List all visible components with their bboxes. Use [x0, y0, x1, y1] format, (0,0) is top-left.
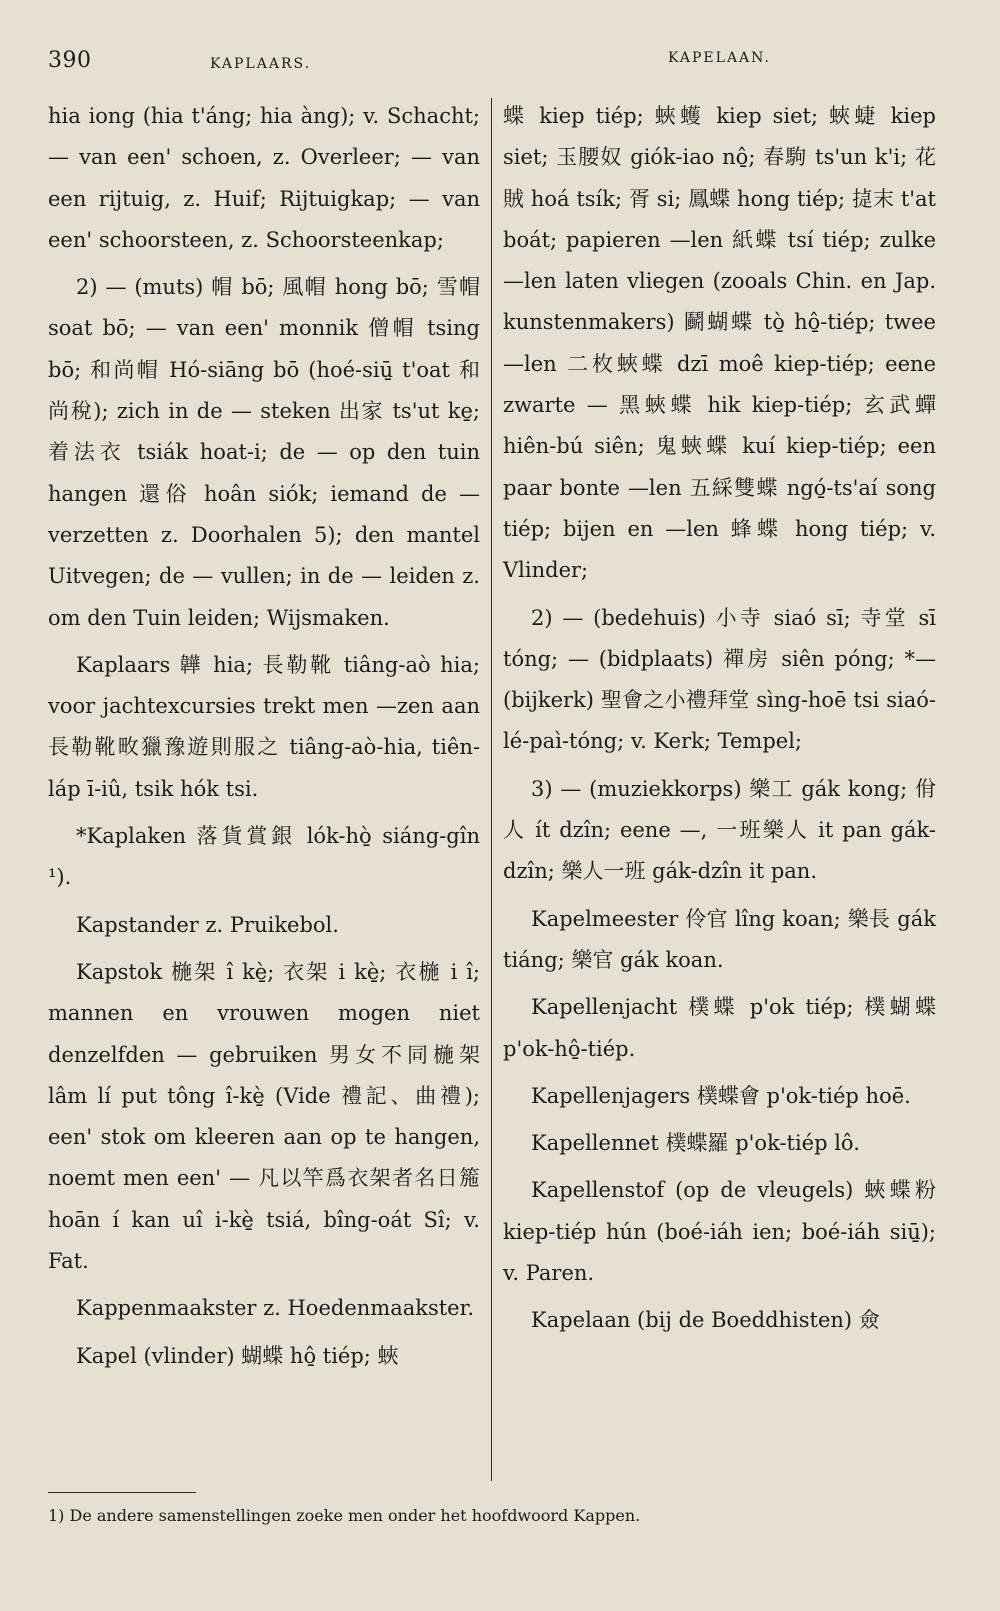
footnote-rule: [48, 1492, 196, 1493]
running-head-right: KAPELAAN.: [668, 50, 771, 66]
dictionary-entry: 3) — (muziekkorps) 樂工 gák kong; 佾人 ít dzîn; eene —, 一班樂人 it pan gák-dzîn; 樂人一班 gák-dzîn it pan.: [503, 776, 936, 884]
dictionary-entry: hia iong (hia t'áng; hia àng); v. Schacht; — van een' schoen, z. Overleer; — van een rijtuig, z. Huif; Rijtuigkap; — van een' schoorsteen, z. Schoorsteenkap;: [48, 104, 480, 252]
dictionary-entry: Kapelaan (bij de Boeddhisten) 僉: [531, 1308, 880, 1333]
dictionary-entry: Kapstok 椸架 î kè̱; 衣架 i kè̱; 衣椸 i î; mannen en vrouwen mogen niet denzelfden — gebruiken 男女不同椸架 lâm lí put tông î-kè̱ (Vide 禮記、曲禮); een' stok om kleeren aan op te hangen, noemt men een' — 凡以竿爲衣架者名日箷 hoān í kan uî i-kè̱ tsiá, bîng-oát Sî; v. Fat.: [48, 959, 480, 1274]
dictionary-entry: Kappenmaakster z. Hoedenmaakster.: [76, 1296, 475, 1321]
dictionary-entry: Kapellenjacht 樸蝶 p'ok tiép; 樸蝴蝶 p'ok-hô̱-tiép.: [503, 995, 936, 1061]
footnote: 1) De andere samenstellingen zoeke men onder het hoofdwoord Kappen.: [48, 1506, 641, 1525]
dictionary-entry: Kaplaars 韡 hia; 長勒靴 tiâng-aò hia; voor jachtexcursies trekt men —zen aan 長勒靴畋獵豫遊則服之 tiâng-aò-hia, tiên-láp ī-iû, tsik hók tsi.: [48, 652, 480, 801]
dictionary-entry: Kapstander z. Pruikebol.: [76, 912, 339, 937]
right-column: [503, 96, 936, 1342]
dictionary-entry: Kapellenstof (op de vleugels) 蛺蝶粉 kiep-tiép hún (boé-iáh ien; boé-iáh siū̱); v. Paren.: [503, 1178, 936, 1286]
dictionary-entry: Kapelmeester 伶官 lîng koan; 樂長 gák tiáng; 樂官 gák koan.: [503, 906, 936, 972]
left-column: [48, 96, 480, 1377]
dictionary-entry: Kapellennet 樸蝶羅 p'ok-tiép lô.: [531, 1131, 860, 1156]
dictionary-entry: 2) — (muts) 帽 bō; 風帽 hong bō; 雪帽 soat bō; — van een' monnik 僧帽 tsing bō; 和尚帽 Hó-siāng bō (hoé-siū̱ t'oat 和尚稅); zich in de — steken 出家 ts'ut ke̱; 着法衣 tsiák hoat-i; de — op den tuin hangen 還俗 hoân siók; iemand de — verzetten z. Doorhalen 5); den mantel Uitvegen; de — vullen; in de — leiden z. om den Tuin leiden; Wijsmaken.: [48, 275, 480, 630]
dictionary-entry: 蝶 kiep tiép; 蛺蠖 kiep siet; 蛺蜨 kiep siet; 玉腰奴 giók-iao nô̱; 春駒 ts'un k'i; 花賊 hoá tsík; 胥 si; 鳳蝶 hong tiép; 㨗末 t'at boát; papieren —len 紙蝶 tsí tiép; zulke —len laten vliegen (zooals Chin. en Jap. kunstenmakers) 鬬蝴蝶 tò̱ hô̱-tiép; twee —len 二枚蛺蝶 dzī moê kiep-tiép; eene zwarte — 黑蛺蝶 hik kiep-tiép; 玄武蟬 hiên-bú siên; 鬼蛺蝶 kuí kiep-tiép; een paar bonte —len 五綵雙蝶 ngó̱-ts'aí song tiép; bijen en —len 蜂蝶 hong tiép; v. Vlinder;: [503, 104, 936, 583]
dictionary-entry: Kapellenjagers 樸蝶會 p'ok-tiép hoē.: [531, 1083, 911, 1108]
dictionary-entry: Kapel (vlinder) 蝴蝶 hô̱ tiép; 蛺: [76, 1343, 399, 1368]
column-divider: [491, 98, 492, 1481]
page-number: 390: [48, 48, 92, 73]
dictionary-entry: *Kaplaken 落貨賞銀 lók-hò̱ siáng-gîn ¹).: [48, 824, 480, 890]
running-head-left: KAPLAARS.: [210, 56, 312, 72]
dictionary-entry: 2) — (bedehuis) 小寺 siaó sī; 寺堂 sī tóng; — (bidplaats) 禪房 siên póng; *— (bijkerk) 聖會之小禮拜堂 sìng-hoē tsi siaó-lé-paì-tóng; v. Kerk; Tempel;: [503, 605, 936, 754]
